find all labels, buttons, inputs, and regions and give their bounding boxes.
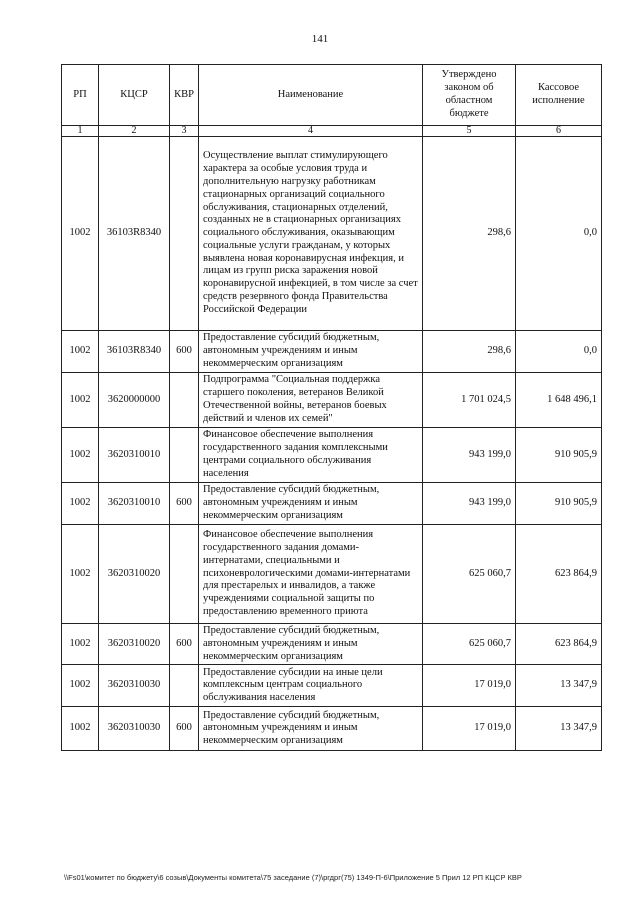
cell-approved: 943 199,0: [423, 483, 516, 525]
cell-rp: 1002: [62, 373, 99, 428]
cell-cash: 910 905,9: [516, 428, 602, 483]
column-number: 6: [516, 126, 602, 137]
header-kcsr: КЦСР: [99, 65, 170, 126]
header-name: Наименование: [199, 65, 423, 126]
table-row: [62, 373, 602, 428]
cell-name: Предоставление субсидии на иные цели комплексным центрам социального обслуживания населения: [199, 665, 423, 707]
table-row: [62, 624, 602, 665]
cell-rp: 1002: [62, 665, 99, 707]
cell-rp: 1002: [62, 624, 99, 665]
cell-cash: 1 648 496,1: [516, 373, 602, 428]
cell-cash: 13 347,9: [516, 665, 602, 707]
page-number: 141: [311, 33, 329, 45]
cell-approved: 17 019,0: [423, 707, 516, 751]
cell-kcsr: 3620310020: [99, 525, 170, 624]
cell-kcsr: 3620310030: [99, 665, 170, 707]
table-row: [62, 331, 602, 373]
column-number: 3: [170, 126, 199, 137]
cell-name: Осуществление выплат стимулирующего характера за особые условия труда и дополнительную нагрузку работникам стационарных организаций социального обслуживания, стационарных отделений, созданных не в стационарных организациях социального обслуживания, оказывающим социальные услуги гражданам, у которых выявлена новая коронавирусная инфекция, и лицам из групп риска заражения новой коронавирусной инфекцией, в том числе за счет средств резервного фонда Правительства Российской Федерации: [199, 137, 423, 331]
cell-name: Предоставление субсидий бюджетным, автономным учреждениям и иным некоммерческим организациям: [199, 483, 423, 525]
cell-approved: 17 019,0: [423, 665, 516, 707]
cell-approved: 298,6: [423, 137, 516, 331]
file-path-footer: \\Fs01\комитет по бюджету\6 созыв\Документы комитета\75 заседание (7)\ргдрг(75) 1349-П-6\Приложение 5 Прил 12 РП КЦСР КВР: [64, 873, 522, 882]
column-number: 5: [423, 126, 516, 137]
cell-kvr: [170, 373, 199, 428]
cell-rp: 1002: [62, 525, 99, 624]
header-cash: Кассовое исполнение: [516, 65, 602, 126]
column-number-row: [62, 126, 602, 137]
cell-name: Финансовое обеспечение выполнения государственного задания домами-интернатами, специальными и психоневрологическими домами-интернатами для престарелых и инвалидов, а также учреждениями социальной защиты по предоставлению временного приюта: [199, 525, 423, 624]
cell-kcsr: 3620310020: [99, 624, 170, 665]
table-row: [62, 137, 602, 331]
header-rp: РП: [62, 65, 99, 126]
cell-kcsr: 3620000000: [99, 373, 170, 428]
cell-rp: 1002: [62, 331, 99, 373]
cell-name: Предоставление субсидий бюджетным, автономным учреждениям и иным некоммерческим организациям: [199, 331, 423, 373]
cell-name: Предоставление субсидий бюджетным, автономным учреждениям и иным некоммерческим организациям: [199, 624, 423, 665]
cell-cash: 623 864,9: [516, 525, 602, 624]
cell-cash: 623 864,9: [516, 624, 602, 665]
cell-kvr: [170, 525, 199, 624]
cell-kcsr: 3620310010: [99, 428, 170, 483]
cell-kvr: [170, 665, 199, 707]
cell-kcsr: 36103R8340: [99, 137, 170, 331]
cell-name: Предоставление субсидий бюджетным, автономным учреждениям и иным некоммерческим организациям: [199, 707, 423, 751]
cell-rp: 1002: [62, 137, 99, 331]
table-row: [62, 483, 602, 525]
header-row: [62, 65, 602, 126]
header-approved: Утверждено законом об областном бюджете: [423, 65, 516, 126]
table-row: [62, 428, 602, 483]
cell-kcsr: 3620310010: [99, 483, 170, 525]
cell-kvr: 600: [170, 624, 199, 665]
column-number: 2: [99, 126, 170, 137]
cell-kvr: [170, 137, 199, 331]
cell-kvr: [170, 428, 199, 483]
column-number: 1: [62, 126, 99, 137]
cell-name: Подпрограмма "Социальная поддержка старшего поколения, ветеранов Великой Отечественной войны, ветеранов боевых действий и членов их семей": [199, 373, 423, 428]
cell-kvr: 600: [170, 331, 199, 373]
cell-cash: 13 347,9: [516, 707, 602, 751]
cell-cash: 0,0: [516, 137, 602, 331]
table-row: [62, 707, 602, 751]
cell-approved: 625 060,7: [423, 525, 516, 624]
cell-name: Финансовое обеспечение выполнения государственного задания комплексными центрами социального обслуживания населения: [199, 428, 423, 483]
cell-rp: 1002: [62, 428, 99, 483]
cell-kvr: 600: [170, 483, 199, 525]
cell-kvr: 600: [170, 707, 199, 751]
cell-approved: 625 060,7: [423, 624, 516, 665]
cell-cash: 0,0: [516, 331, 602, 373]
header-kvr: КВР: [170, 65, 199, 126]
cell-kcsr: 3620310030: [99, 707, 170, 751]
cell-approved: 943 199,0: [423, 428, 516, 483]
cell-cash: 910 905,9: [516, 483, 602, 525]
budget-table: [61, 64, 602, 751]
cell-approved: 1 701 024,5: [423, 373, 516, 428]
table-row: [62, 665, 602, 707]
cell-rp: 1002: [62, 483, 99, 525]
cell-approved: 298,6: [423, 331, 516, 373]
table-row: [62, 525, 602, 624]
cell-kcsr: 36103R8340: [99, 331, 170, 373]
cell-rp: 1002: [62, 707, 99, 751]
column-number: 4: [199, 126, 423, 137]
